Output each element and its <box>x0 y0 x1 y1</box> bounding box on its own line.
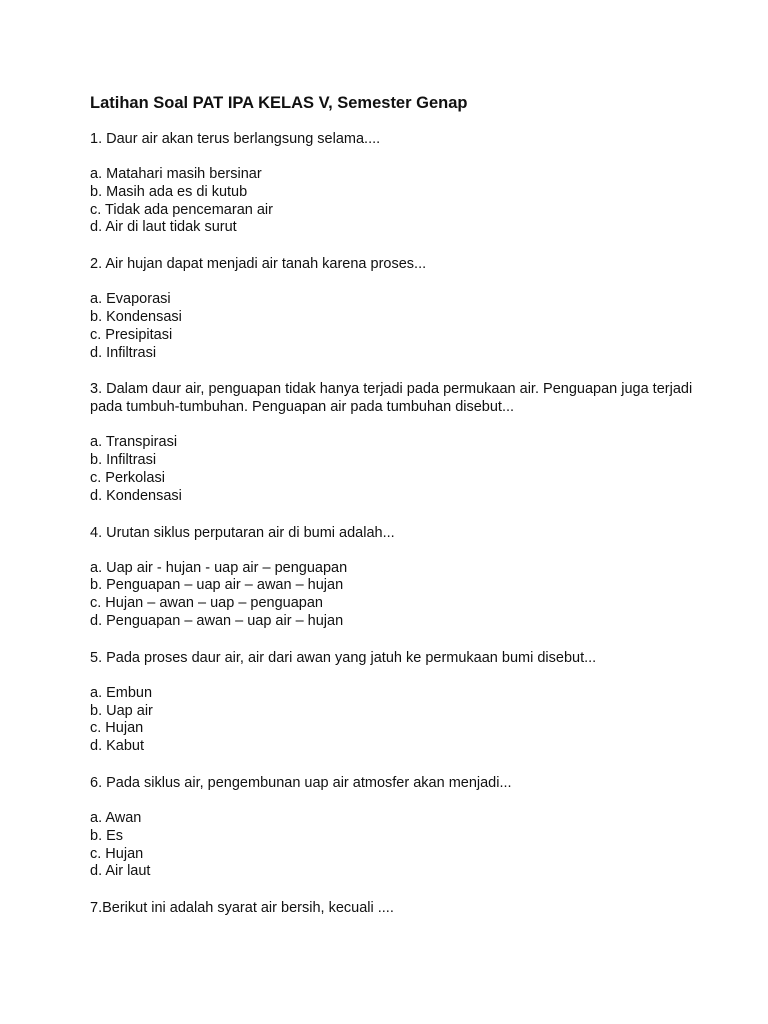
question-text: 4. Urutan siklus perputaran air di bumi adalah... <box>90 524 395 541</box>
option-a: a. Awan <box>90 809 142 826</box>
option-a: a. Uap air - hujan - uap air – penguapan <box>90 559 348 576</box>
question-text: 6. Pada siklus air, pengembunan uap air atmosfer akan menjadi... <box>90 774 512 791</box>
option-d: d. Infiltrasi <box>90 344 157 361</box>
question-2 <box>90 255 710 362</box>
option-list <box>90 166 710 237</box>
option-list <box>90 291 710 362</box>
option-list <box>90 810 710 881</box>
option-a: a. Embun <box>90 684 153 701</box>
question-1 <box>90 130 710 237</box>
question-3 <box>90 380 710 505</box>
option-c: c. Hujan <box>90 720 144 737</box>
option-b: b. Uap air <box>90 702 153 719</box>
option-b: b. Es <box>90 827 124 844</box>
option-c: c. Tidak ada pencemaran air <box>90 201 273 218</box>
option-b: b. Kondensasi <box>90 308 182 325</box>
option-b: b. Penguapan – uap air – awan – hujan <box>90 577 344 594</box>
question-text: 5. Pada proses daur air, air dari awan yang jatuh ke permukaan bumi disebut... <box>90 649 597 666</box>
option-a: a. Transpirasi <box>90 434 178 451</box>
option-c: c. Hujan <box>90 845 144 862</box>
option-list <box>90 560 710 631</box>
option-c: c. Perkolasi <box>90 469 165 486</box>
question-7 <box>90 899 710 917</box>
option-b: b. Infiltrasi <box>90 452 157 469</box>
option-c: c. Hujan – awan – uap – penguapan <box>90 595 323 612</box>
question-6 <box>90 774 710 881</box>
option-c: c. Presipitasi <box>90 326 173 343</box>
option-a: a. Evaporasi <box>90 291 171 308</box>
document-page <box>90 92 710 935</box>
question-text: 7.Berikut ini adalah syarat air bersih, kecuali .... <box>90 900 394 917</box>
question-text: 3. Dalam daur air, penguapan tidak hanya terjadi pada permukaan air. Penguapan juga terjadi pada tumbuh-tumbuhan. Penguapan air pada tumbuhan disebut... <box>90 381 693 416</box>
option-a: a. Matahari masih bersinar <box>90 166 262 182</box>
question-text: 1. Daur air akan terus berlangsung selama.... <box>90 131 381 147</box>
question-5 <box>90 649 710 756</box>
question-4 <box>90 524 710 631</box>
document-title: Latihan Soal PAT IPA KELAS V, Semester Genap <box>90 94 468 112</box>
option-d: d. Penguapan – awan – uap air – hujan <box>90 612 344 629</box>
option-d: d. Kabut <box>90 738 145 755</box>
option-list <box>90 685 710 756</box>
option-b: b. Masih ada es di kutub <box>90 183 248 200</box>
option-d: d. Kondensasi <box>90 487 182 504</box>
option-list <box>90 434 710 505</box>
question-text: 2. Air hujan dapat menjadi air tanah karena proses... <box>90 256 427 273</box>
option-d: d. Air laut <box>90 863 151 880</box>
option-d: d. Air di laut tidak surut <box>90 219 237 236</box>
